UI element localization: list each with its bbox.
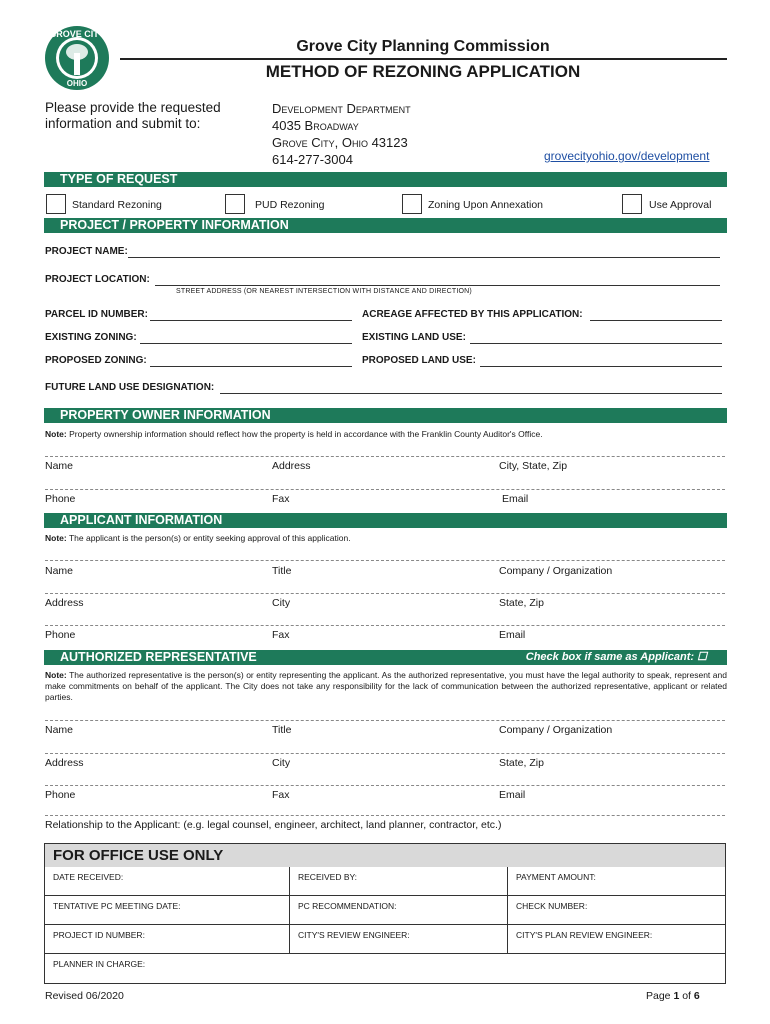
project-info-bar: PROJECT / PROPERTY INFORMATION [44,218,727,233]
pc-meeting-date-cell: TENTATIVE PC MEETING DATE: [45,896,290,925]
owner-row1-field[interactable] [45,456,725,457]
commission-title: Grove City Planning Commission [296,38,550,55]
applicant-row1-field[interactable] [45,560,725,561]
rep-note: Note: The authorized representative is the person(s) or entity representing the applicant. As the authorized representative, you must have the legal authority to speak, represent and make commitments on behalf of the applicant. The City does not take any responsibility for the lack of communication between the authorized representative, applicant or related parties. [45,670,727,702]
zoning-annexation-checkbox[interactable] [402,194,422,214]
city-line: Grove City, Ohio 43123 [272,135,408,150]
owner-csz-label: City, State, Zip [499,460,568,472]
rep-phone-label: Phone [45,789,76,801]
grove-city-logo [44,25,110,91]
project-name-label: PROJECT NAME: [45,246,128,257]
applicant-note: Note: The applicant is the person(s) or entity seeking approval of this application. [45,533,351,543]
applicant-state-zip-label: State, Zip [499,597,544,609]
page-number: Page 1 of 6 [646,990,700,1002]
type-of-request-bar: TYPE OF REQUEST [44,172,727,187]
rep-title-label: Title [272,724,292,736]
planner-in-charge-cell: PLANNER IN CHARGE: [53,959,146,969]
proposed-zoning-field[interactable] [150,366,352,367]
pud-rezoning-label: PUD Rezoning [255,199,325,211]
applicant-phone-label: Phone [45,629,76,641]
applicant-address-label: Address [45,597,84,609]
acreage-field[interactable] [590,320,722,321]
date-received-cell: DATE RECEIVED: [45,867,290,896]
acreage-label: ACREAGE AFFECTED BY THIS APPLICATION: [362,309,583,320]
pud-rezoning-checkbox[interactable] [225,194,245,214]
future-land-use-field[interactable] [220,393,722,394]
owner-phone-label: Phone [45,493,76,505]
address-block [272,100,411,168]
owner-note: Note: Property ownership information should reflect how the property is held in accordance with the Franklin County Auditor's Office. [45,429,543,439]
applicant-title-label: Title [272,565,292,577]
rep-company-label: Company / Organization [499,724,613,736]
applicant-row2-field[interactable] [45,593,725,594]
project-location-label: PROJECT LOCATION: [45,274,150,285]
pc-recommendation-cell: PC RECOMMENDATION: [290,896,508,925]
project-location-field[interactable] [155,285,720,286]
existing-zoning-label: EXISTING ZONING: [45,332,137,343]
rep-row3-field[interactable] [45,785,725,786]
use-approval-checkbox[interactable] [622,194,642,214]
parcel-id-label: PARCEL ID NUMBER: [45,309,148,320]
rep-row1-field[interactable] [45,720,725,721]
rep-city-label: City [272,757,291,769]
applicant-fax-label: Fax [272,629,290,641]
rep-row2-field[interactable] [45,753,725,754]
header-rule [120,58,727,60]
property-owner-bar: PROPERTY OWNER INFORMATION [44,408,727,423]
existing-land-use-label: EXISTING LAND USE: [362,332,466,343]
office-use-box [44,843,726,984]
owner-name-label: Name [45,460,74,472]
project-name-field[interactable] [128,257,720,258]
relationship-label: Relationship to the Applicant: (e.g. legal counsel, engineer, architect, land planner, contractor, etc.) [45,819,502,831]
zoning-annexation-label: Zoning Upon Annexation [428,199,544,211]
svg-text:GROVE CITY: GROVE CITY [49,29,105,39]
future-land-use-label: FUTURE LAND USE DESIGNATION: [45,382,215,393]
owner-row2-field[interactable] [45,489,725,490]
rep-address-label: Address [45,757,84,769]
standard-rezoning-label: Standard Rezoning [72,199,162,211]
owner-email-label: Email [502,493,529,505]
same-as-applicant-checkbox[interactable]: Check box if same as Applicant: ☐ [525,651,707,663]
proposed-land-use-field[interactable] [480,366,722,367]
applicant-bar: APPLICANT INFORMATION [44,513,727,528]
svg-text:OHIO: OHIO [66,79,88,88]
relationship-field[interactable] [45,815,725,816]
rep-state-zip-label: State, Zip [499,757,544,769]
owner-address-label: Address [272,460,311,472]
plan-review-engineer-cell: CITY'S PLAN REVIEW ENGINEER: [508,925,725,954]
proposed-zoning-label: PROPOSED ZONING: [45,355,147,366]
dept-name: Development Department [272,101,411,116]
street: 4035 Broadway [272,118,359,133]
applicant-name-label: Name [45,565,74,577]
applicant-email-label: Email [499,629,526,641]
rep-fax-label: Fax [272,789,290,801]
authorized-rep-bar [44,650,727,665]
intro-text: Please provide the requested information and submit to: [45,100,221,131]
review-engineer-cell: CITY'S REVIEW ENGINEER: [290,925,508,954]
applicant-row3-field[interactable] [45,625,725,626]
parcel-id-field[interactable] [150,320,352,321]
website-link[interactable]: grovecityohio.gov/development [544,149,710,163]
applicant-company-label: Company / Organization [499,565,613,577]
existing-land-use-field[interactable] [470,343,722,344]
form-title: METHOD OF REZONING APPLICATION [265,62,581,81]
revised-date: Revised 06/2020 [45,990,124,1002]
standard-rezoning-checkbox[interactable] [46,194,66,214]
office-use-heading: FOR OFFICE USE ONLY [45,844,725,867]
location-sublabel: STREET ADDRESS (OR NEAREST INTERSECTION WITH DISTANCE AND DIRECTION) [176,288,472,295]
rep-email-label: Email [499,789,526,801]
payment-amount-cell: PAYMENT AMOUNT: [508,867,725,896]
proposed-land-use-label: PROPOSED LAND USE: [362,355,476,366]
project-id-cell: PROJECT ID NUMBER: [45,925,290,954]
received-by-cell: RECEIVED BY: [290,867,508,896]
existing-zoning-field[interactable] [140,343,352,344]
phone-number: 614-277-3004 [272,152,353,167]
applicant-city-label: City [272,597,291,609]
use-approval-label: Use Approval [649,199,712,211]
rep-name-label: Name [45,724,74,736]
owner-fax-label: Fax [272,493,290,505]
check-number-cell: CHECK NUMBER: [508,896,725,925]
authorized-rep-heading: AUTHORIZED REPRESENTATIVE [60,650,257,664]
